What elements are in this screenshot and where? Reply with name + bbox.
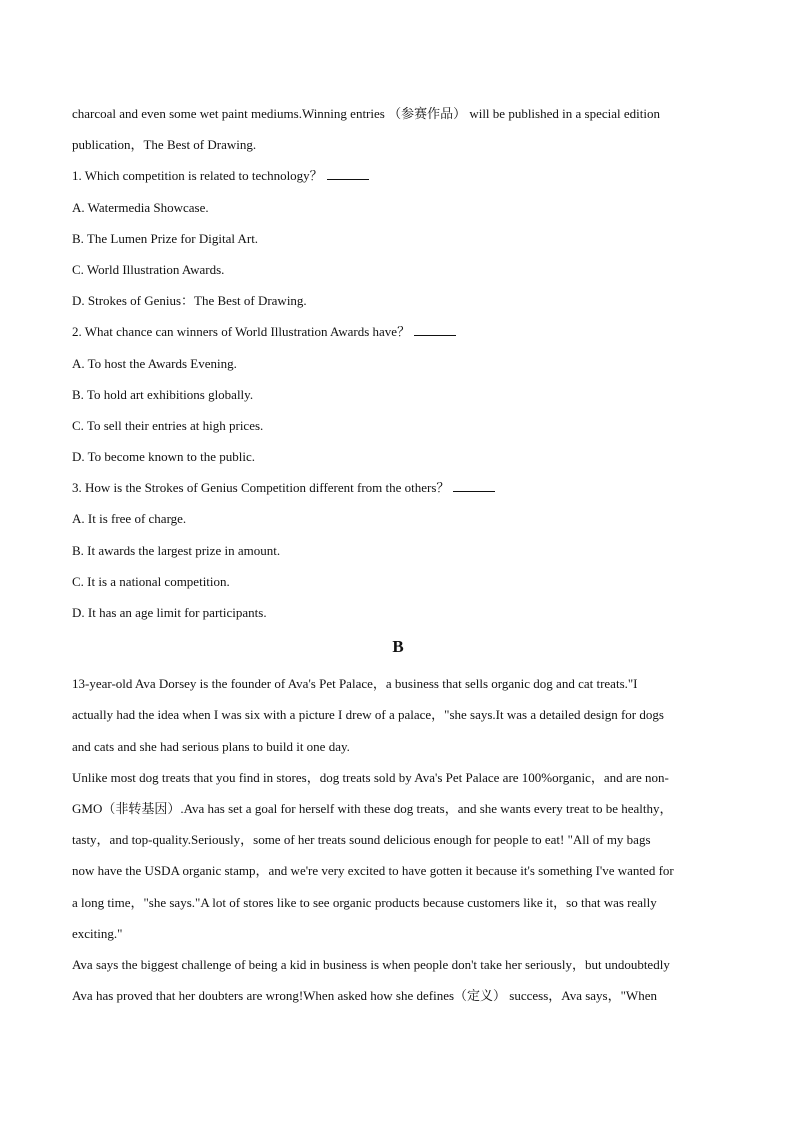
passage-line: and cats and she had serious plans to build it one day.: [72, 738, 350, 754]
passage-line: Unlike most dog treats that you find in stores，dog treats sold by Ava's Pet Palace are 100%organic，and are non-: [72, 769, 669, 785]
passage-line: GMO（非转基因）.Ava has set a goal for herself with these dog treats，and she wants every treat to be healthy，: [72, 800, 673, 816]
passage-line: actually had the idea when I was six with a picture I drew of a palace，"she says.It was a detailed design for dogs: [72, 707, 664, 723]
answer-blank: [327, 169, 369, 180]
passage-line: Ava says the biggest challenge of being a kid in business is when people don't take her seriously，but undoubtedly: [72, 956, 670, 972]
question-stem-text: 1. Which competition is related to technology？: [72, 168, 323, 184]
intro-line: charcoal and even some wet paint mediums.Winning entries （参赛作品） will be published in a special edition: [72, 106, 660, 121]
question-3: [72, 472, 724, 628]
intro-line: publication，The Best of Drawing.: [72, 137, 257, 153]
answer-option: D. It has an age limit for participants.: [72, 605, 267, 620]
passage-line: Ava has proved that her doubters are wrong!When asked how she defines（定义） success，Ava says，"When: [72, 988, 657, 1004]
answer-option: D. Strokes of Genius：The Best of Drawing.: [72, 293, 307, 309]
question-stem: [72, 160, 724, 191]
passage-line: now have the USDA organic stamp，and we're very excited to have gotten it because it's something I've wanted for: [72, 863, 674, 879]
intro-paragraph: [72, 98, 724, 160]
answer-option: A. It is free of charge.: [72, 511, 187, 527]
document-page: [72, 98, 724, 1011]
answer-option: B. It awards the largest prize in amount.: [72, 542, 281, 558]
passage-line: exciting.": [72, 925, 123, 941]
answer-option: B. The Lumen Prize for Digital Art.: [72, 230, 259, 246]
passage-line: tasty，and top-quality.Seriously，some of her treats sound delicious enough for people to eat! "All of my bags: [72, 832, 651, 848]
question-2: [72, 316, 724, 472]
answer-option: C. To sell their entries at high prices.: [72, 417, 264, 433]
passage-b: [72, 668, 724, 1011]
section-heading: B: [392, 637, 404, 657]
question-stem: [72, 472, 724, 503]
answer-option: D. To become known to the public.: [72, 449, 255, 465]
question-stem: [72, 316, 724, 347]
question-stem-text: 2. What chance can winners of World Illustration Awards have？: [72, 324, 411, 340]
answer-option: C. World Illustration Awards.: [72, 261, 225, 277]
question-stem-text: 3. How is the Strokes of Genius Competition different from the others？: [72, 480, 450, 496]
answer-blank: [453, 481, 495, 492]
passage-line: a long time，"she says."A lot of stores like to see organic products because customers like it，so that was really: [72, 894, 657, 910]
answer-option: A. Watermedia Showcase.: [72, 199, 209, 215]
answer-option: A. To host the Awards Evening.: [72, 355, 237, 371]
answer-option: B. To hold art exhibitions globally.: [72, 386, 254, 402]
question-1: [72, 160, 724, 316]
answer-option: C. It is a national competition.: [72, 573, 230, 589]
answer-blank: [414, 325, 456, 336]
passage-line: 13-year-old Ava Dorsey is the founder of Ava's Pet Palace，a business that sells organic dog and cat treats."I: [72, 676, 638, 692]
